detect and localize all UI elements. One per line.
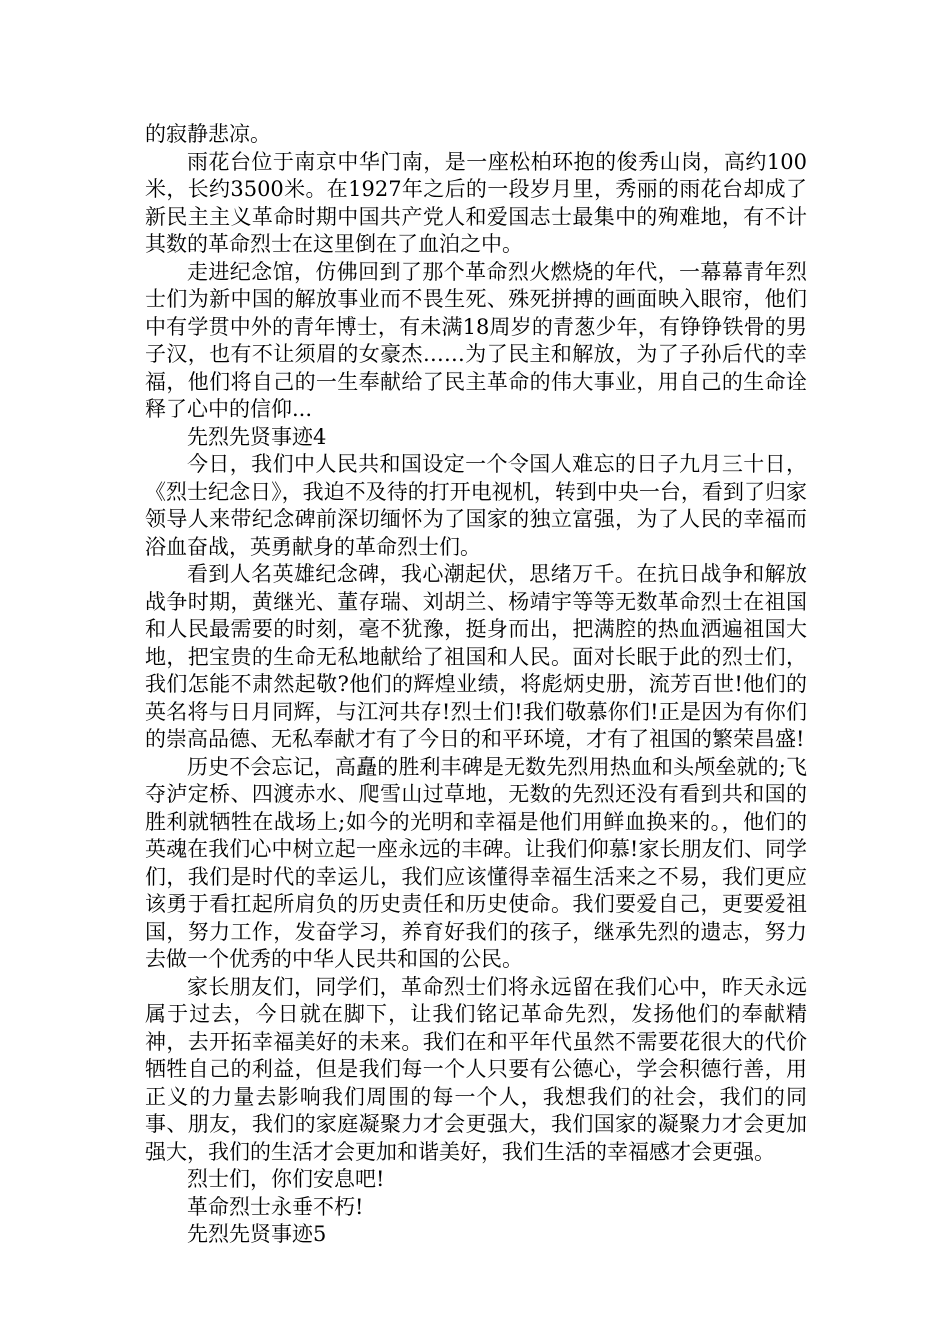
paragraph-rest-in-peace: 烈士们，你们安息吧!	[187, 1167, 385, 1191]
section-heading-5: 先烈先贤事迹5	[187, 1222, 327, 1246]
paragraph-continuation: 的寂静悲凉。	[145, 122, 271, 146]
section-heading-4: 先烈先贤事迹4	[187, 424, 327, 449]
paragraph-parents-friends: 家长朋友们，同学们，革命烈士们将永远留在我们心中，昨天永远属于过去，今日就在脚下，让我们铭记革命先烈，发扬他们的奉献精神，去开拓幸福美好的未来。我们在和平年代虽然不需要花很大的代价牺牲自己的利益，但是我们每一个人只要有公德心，学会积德行善，用正义的力量去影响我们周围的每一个人，我想我们的社会，我们的同事、朋友，我们的家庭凝聚力才会更强大，我们国家的凝聚力才会更加强大，我们的生活才会更加和谐美好，我们生活的幸福感才会更强。	[145, 974, 807, 1164]
paragraph-immortal: 革命烈士永垂不朽!	[187, 1194, 364, 1219]
paragraph-memorial-hall: 走进纪念馆，仿佛回到了那个革命烈火燃烧的年代，一幕幕青年烈士们为新中国的解放事业而不畏生死、殊死拼搏的画面映入眼帘，他们中有学贯中外的青年博士，有未满18周岁的青葱少年，有铮铮铁骨的男子汉，也有不让须眉的女豪杰……为了民主和解放，为了子孙后代的幸福，他们将自己的一生奉献给了民主革命的伟大事业，用自己的生命诠释了心中的信仰...	[145, 259, 807, 421]
paragraph-history: 历史不会忘记，高矗的胜利丰碑是无数先烈用热血和头颅垒就的;飞夺泸定桥、四渡赤水、爬雪山过草地，无数的先烈还没有看到共和国的胜利就牺牲在战场上;如今的光明和幸福是他们用鲜血换来的。，他们的英魂在我们心中树立起一座永远的丰碑。让我们仰慕!家长朋友们、同学们，我们是时代的幸运儿，我们应该懂得幸福生活来之不易，我们更应该勇于看扛起所肩负的历史责任和历史使命。我们要爱自己，更要爱祖国，努力工作，发奋学习，养育好我们的孩子，继承先烈的遗志，努力去做一个优秀的中华人民共和国的公民。	[145, 754, 807, 971]
paragraph-monument: 看到人名英雄纪念碑，我心潮起伏，思绪万千。在抗日战争和解放战争时期，黄继光、董存瑞、刘胡兰、杨靖宇等等无数革命烈士在祖国和人民最需要的时刻，毫不犹豫，挺身而出，把满腔的热血洒遍祖国大地，把宝贵的生命无私地献给了祖国和人民。面对长眠于此的烈士们，我们怎能不肃然起敬?他们的辉煌业绩，将彪炳史册，流芳百世!他们的英名将与日月同辉，与江河共存!烈士们!我们敬慕你们!正是因为有你们的崇高品德、无私奉献才有了今日的和平环境，才有了祖国的繁荣昌盛!	[145, 562, 807, 751]
document-body	[145, 121, 807, 1249]
paragraph-martyrs-day: 今日，我们中人民共和国设定一个令国人难忘的日子九月三十日，《烈士纪念日》，我迫不及待的打开电视机，转到中央一台，看到了归家领导人来带纪念碑前深切缅怀为了国家的独立富强，为了人民的幸福而浴血奋战，英勇献身的革命烈士们。	[145, 452, 807, 559]
paragraph-yuhuatai-intro: 雨花台位于南京中华门南，是一座松柏环抱的俊秀山岗，高约100米，长约3500米。在1927年之后的一段岁月里，秀丽的雨花台却成了新民主主义革命时期中国共产党人和爱国志士最集中的殉难地，有不计其数的革命烈士在这里倒在了血泊之中。	[145, 149, 807, 256]
